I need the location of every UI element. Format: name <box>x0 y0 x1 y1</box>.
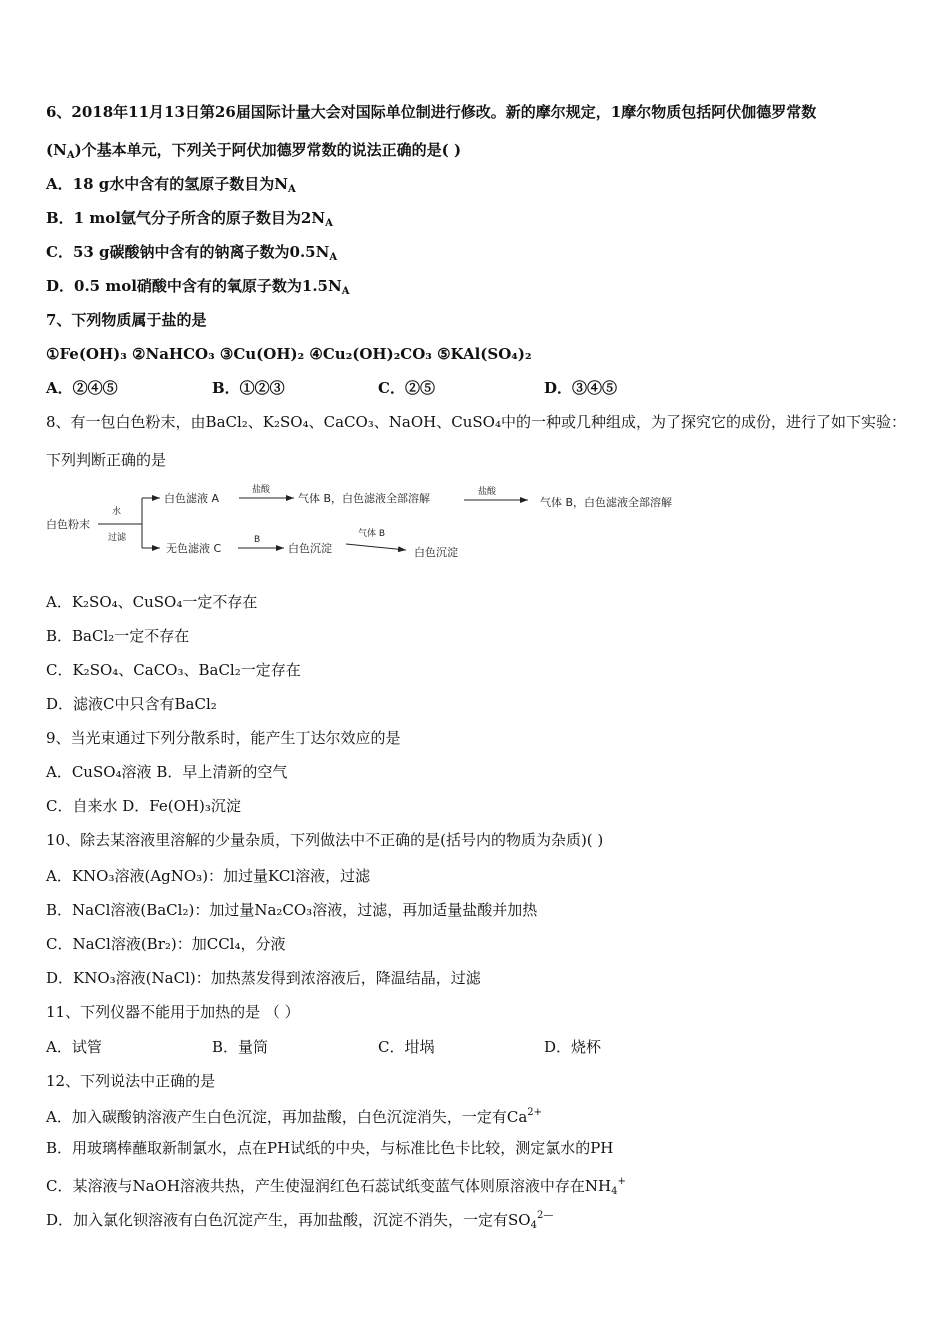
q9-options-ab[interactable]: A．CuSO₄溶液 B．早上清新的空气 <box>46 763 288 781</box>
q6-option-a[interactable]: A．18 g水中含有的氢原子数目为$N_A$ <box>46 175 296 195</box>
q7-stem: 7、下列物质属于盐的是 <box>46 311 207 329</box>
diagram-gas-b-1: 气体 B，白色滤液全部溶解 <box>298 492 431 505</box>
q8-option-a[interactable]: A．K₂SO₄、CuSO₄一定不存在 <box>46 593 258 611</box>
q8-stem-line1: 8、有一包白色粉末，由BaCl₂、K₂SO₄、CaCO₃、NaOH、CuSO₄中的一种或几种组成，为了探究它的成份，进行了如下实验： <box>46 413 906 431</box>
q10-option-a[interactable]: A．KNO₃溶液(AgNO₃)：加过量KCl溶液，过滤 <box>46 867 371 885</box>
q10-option-b[interactable]: B．NaCl溶液(BaCl₂)：加过量Na₂CO₃溶液，过滤，再加适量盐酸并加热 <box>46 901 538 919</box>
q12-stem: 12、下列说法中正确的是 <box>46 1072 216 1090</box>
diagram-filter: 过滤 <box>108 533 127 543</box>
diagram-b-label: B <box>254 535 261 545</box>
q11-option-d[interactable]: D．烧杯 <box>544 1038 602 1056</box>
q11-option-b[interactable]: B．量筒 <box>212 1038 269 1056</box>
q7-option-c[interactable]: C．②⑤ <box>378 379 435 397</box>
diagram-white-ppt-1: 白色沉淀 <box>288 542 332 555</box>
q8-option-c[interactable]: C．K₂SO₄、CaCO₃、BaCl₂一定存在 <box>46 661 301 679</box>
diagram-arrow-gas-b <box>346 544 406 550</box>
q10-stem: 10、除去某溶液里溶解的少量杂质，下列做法中不正确的是(括号内的物质为杂质)( ) <box>46 831 604 849</box>
diagram-filtrate-a: 白色滤液 A <box>164 492 220 505</box>
q11-option-c[interactable]: C．坩埚 <box>378 1038 435 1056</box>
diagram-white-ppt-2: 白色沉淀 <box>414 546 458 559</box>
q7-options <box>46 378 617 398</box>
q6-option-c[interactable]: C．53 g碳酸钠中含有的钠离子数为$0.5N_A$ <box>46 243 338 263</box>
q12-option-d[interactable]: D．加入氯化钡溶液有白色沉淀产生，再加盐酸，沉淀不消失，一定有$SO_4^{2—}$ <box>46 1210 554 1231</box>
q11-options <box>46 1037 601 1057</box>
q9-options-cd[interactable]: C．自来水 D．Fe(OH)₃沉淀 <box>46 797 241 815</box>
q8-stem-line2: 下列判断正确的是 <box>46 451 167 469</box>
q6-stem-line2: $(N_A)$个基本单元，下列关于阿伏加德罗常数的说法正确的是( ) <box>46 141 462 161</box>
q12-option-b[interactable]: B．用玻璃棒蘸取新制氯水，点在PH试纸的中央，与标准比色卡比较，测定氯水的PH <box>46 1139 614 1157</box>
q6-stem-line1: 6、2018年11月13日第26届国际计量大会对国际单位制进行修改。新的摩尔规定，1摩尔物质包括阿伏伽德罗常数 <box>46 103 817 121</box>
diagram-gas-b-2: 气体 B，白色滤液全部溶解 <box>540 496 673 509</box>
q7-option-b[interactable]: B．①②③ <box>212 379 285 397</box>
q10-option-c[interactable]: C．NaCl溶液(Br₂)：加CCl₄，分液 <box>46 935 286 953</box>
q10-option-d[interactable]: D．KNO₃溶液(NaCl)：加热蒸发得到浓溶液后，降温结晶，过滤 <box>46 969 481 987</box>
diagram-hcl-1: 盐酸 <box>252 485 271 495</box>
q8-option-d[interactable]: D．滤液C中只含有BaCl₂ <box>46 695 217 713</box>
q6-option-d[interactable]: D．0.5 mol硝酸中含有的氧原子数为$1.5N_A$ <box>46 277 350 297</box>
q11-stem: 11、下列仪器不能用于加热的是 （ ） <box>46 1003 300 1021</box>
diagram-start: 白色粉末 <box>46 518 90 531</box>
q8-experiment-diagram <box>44 482 724 572</box>
diagram-water: 水 <box>112 507 122 517</box>
diagram-gas-b-label: 气体 B <box>358 529 386 539</box>
q8-option-b[interactable]: B．BaCl₂一定不存在 <box>46 627 190 645</box>
q6-option-b[interactable]: B．1 mol氩气分子所含的原子数目为$2N_A$ <box>46 209 333 229</box>
q11-option-a[interactable]: A．试管 <box>46 1038 102 1056</box>
q7-option-a[interactable]: A．②④⑤ <box>46 379 118 397</box>
diagram-hcl-2: 盐酸 <box>478 487 497 497</box>
q12-option-a[interactable]: A．加入碳酸钠溶液产生白色沉淀，再加盐酸，白色沉淀消失，一定有$Ca^{2+}$ <box>46 1107 543 1126</box>
q9-stem: 9、当光束通过下列分散系时，能产生丁达尔效应的是 <box>46 729 401 747</box>
q7-option-d[interactable]: D．③④⑤ <box>544 379 618 397</box>
q12-option-c[interactable]: C．某溶液与NaOH溶液共热，产生使湿润红色石蕊试纸变蓝气体则原溶液中存在$NH_4^+$ <box>46 1176 626 1197</box>
diagram-filtrate-c: 无色滤液 C <box>166 542 222 555</box>
q7-substances: ①Fe(OH)₃ ②NaHCO₃ ③Cu(OH)₂ ④Cu₂(OH)₂CO₃ ⑤KAl(SO₄)₂ <box>46 345 532 363</box>
